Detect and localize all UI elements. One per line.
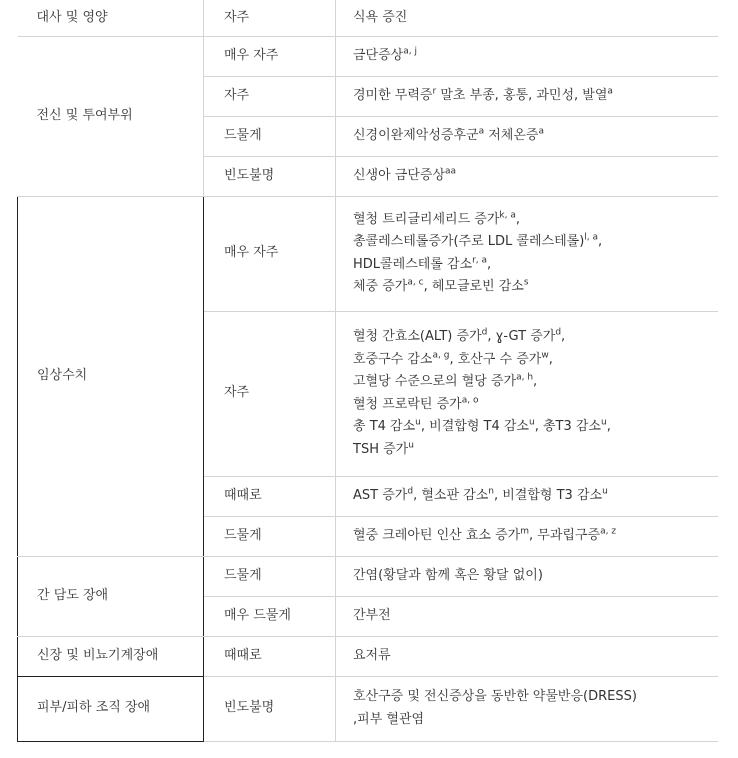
footnote-marker: a — [607, 86, 613, 97]
effect-text: 간염(황달과 함께 혹은 황달 없이) — [353, 567, 543, 583]
effect-line — [353, 276, 704, 299]
effect-text: 고혈당 수준으로의 혈당 증가 — [353, 374, 517, 389]
frequency-cell — [204, 36, 336, 76]
frequency-cell — [204, 196, 336, 311]
frequency-label: 드물게 — [224, 527, 262, 543]
footnote-marker: a, h — [516, 372, 534, 383]
effects-cell — [336, 116, 718, 156]
footnote-marker: u — [600, 417, 607, 428]
frequency-label: 드물게 — [224, 567, 262, 583]
effect-line — [353, 45, 704, 68]
table-row — [18, 196, 718, 311]
category-cell — [18, 676, 204, 741]
effect-line — [353, 326, 704, 349]
effect-line — [353, 209, 704, 232]
effect-text: 체중 증가 — [353, 279, 408, 294]
effect-line — [353, 349, 704, 372]
footnote-marker: d — [407, 486, 414, 497]
frequency-cell — [204, 476, 336, 516]
footnote-marker: a — [538, 126, 544, 137]
footnote-marker: a, g — [432, 350, 450, 361]
effect-line — [353, 605, 704, 628]
footnote-marker: m — [520, 526, 530, 537]
effect-text: 혈청 프로락틴 증가 — [353, 396, 462, 412]
frequency-cell — [204, 156, 336, 196]
adverse-reactions-table — [17, 0, 718, 742]
effect-text: , 호산구 수 증가 — [449, 351, 542, 367]
effect-text: , 비결합형 T3 감소 — [493, 487, 603, 503]
effect-text: ,피부 혈관염 — [353, 711, 425, 727]
effect-text: , 헤모글로빈 감소 — [423, 279, 524, 294]
effect-text: , ɣ-GT 증가 — [487, 329, 556, 344]
effects-cell — [336, 636, 718, 676]
footnote-marker: n — [488, 486, 494, 497]
effects-cell — [336, 76, 718, 116]
frequency-label: 매우 자주 — [224, 245, 279, 261]
footnote-marker: a, z — [600, 526, 617, 537]
effect-text: , — [515, 211, 520, 227]
effect-line — [353, 7, 704, 30]
effects-cell — [336, 36, 718, 76]
effects-cell — [336, 556, 718, 596]
frequency-cell — [204, 556, 336, 596]
effect-line — [353, 525, 704, 548]
effect-line — [353, 709, 704, 732]
frequency-label: 자주 — [224, 385, 250, 401]
footnote-marker: r — [432, 86, 437, 97]
effects-cell — [336, 196, 718, 311]
effects-cell — [336, 596, 718, 636]
effect-text: 혈청 트리글리세리드 증가 — [353, 211, 500, 227]
effect-text: , 혈소판 감소 — [413, 487, 489, 503]
frequency-cell — [204, 116, 336, 156]
effects-cell — [336, 516, 718, 556]
effect-text: , 무과립구증 — [529, 527, 601, 543]
effect-line — [353, 231, 704, 254]
effect-text: 총콜레스테롤증가(주로 LDL 콜레스테롤) — [353, 234, 585, 249]
category-cell — [18, 196, 204, 556]
footnote-marker: l, a — [584, 232, 599, 243]
effects-cell — [336, 476, 718, 516]
footnote-marker: a — [478, 126, 485, 137]
effects-cell — [336, 676, 718, 741]
frequency-label: 자주 — [224, 9, 250, 25]
effect-text: 요저류 — [353, 647, 391, 663]
effect-line — [353, 254, 704, 277]
effect-text: HDL콜레스테롤 감소 — [353, 256, 473, 272]
footnote-marker: a, j — [403, 46, 417, 57]
category-cell — [18, 36, 204, 196]
frequency-label: 빈도불명 — [224, 700, 275, 716]
effect-text: 경미한 무력증 — [353, 87, 433, 103]
footnote-marker: k, a — [499, 210, 516, 221]
effect-text: 저체온증 — [484, 127, 539, 143]
category-label: 간 담도 장애 — [37, 587, 109, 603]
table-row — [18, 0, 718, 36]
effect-line — [353, 394, 704, 417]
effect-text: , 총T3 감소 — [534, 419, 601, 434]
frequency-label: 때때로 — [224, 647, 262, 663]
effect-text: 호중구수 감소 — [353, 351, 433, 367]
effect-line — [353, 165, 704, 188]
effects-cell — [336, 311, 718, 476]
table-row — [18, 676, 718, 741]
category-cell — [18, 636, 204, 676]
frequency-cell — [204, 636, 336, 676]
category-label: 전신 및 투여부위 — [36, 107, 133, 123]
footnote-marker: u — [602, 486, 608, 497]
category-cell — [18, 556, 204, 636]
table-row — [18, 636, 718, 676]
effect-line — [353, 686, 704, 709]
frequency-cell — [204, 516, 336, 556]
frequency-cell — [204, 676, 336, 741]
footnote-marker: d — [481, 327, 488, 338]
footnote-marker: r, a — [472, 255, 488, 266]
effect-text: 신경이완제악성증후군 — [353, 127, 479, 143]
effect-text: 간부전 — [353, 607, 391, 623]
effect-text: , — [487, 256, 492, 272]
footnote-marker: a, c — [407, 277, 424, 288]
footnote-marker: w — [541, 350, 549, 361]
table-row — [18, 556, 718, 596]
footnote-marker: d — [555, 327, 562, 338]
category-label: 피부/피하 조직 장애 — [37, 700, 151, 716]
frequency-label: 때때로 — [224, 487, 262, 503]
effect-line — [353, 565, 704, 588]
effect-line — [353, 485, 704, 508]
effect-line — [353, 416, 704, 439]
effect-line — [353, 439, 704, 462]
effect-line — [353, 125, 704, 148]
effect-text: 혈중 크레아틴 인산 효소 증가 — [353, 527, 521, 543]
frequency-cell — [204, 311, 336, 476]
category-label: 대사 및 영양 — [36, 9, 108, 25]
footnote-marker: a, o — [461, 395, 479, 406]
effect-text: 총 T4 감소 — [353, 419, 416, 434]
table-row — [18, 36, 718, 76]
effect-text: 호산구증 및 전신증상을 동반한 약물반응(DRESS) — [353, 689, 637, 704]
effect-text: AST 증가 — [353, 487, 408, 503]
frequency-cell — [204, 76, 336, 116]
effect-text: 말초 부종, 홍통, 과민성, 발열 — [436, 87, 608, 103]
effect-line — [353, 371, 704, 394]
frequency-label: 빈도불명 — [224, 167, 275, 183]
footnote-marker: u — [415, 417, 421, 428]
frequency-label: 드물게 — [224, 127, 262, 143]
effect-text: 혈청 간효소(ALT) 증가 — [353, 329, 482, 344]
category-cell — [18, 0, 204, 36]
effect-text: , — [561, 329, 566, 344]
effect-text: , — [598, 234, 603, 249]
effects-cell — [336, 0, 718, 36]
effect-text: , — [533, 374, 538, 389]
footnote-marker: aa — [445, 166, 457, 177]
effect-text: , 비결합형 T4 감소 — [420, 419, 529, 434]
effect-text: , — [548, 351, 553, 367]
frequency-label: 매우 자주 — [224, 47, 279, 63]
footnote-marker: s — [523, 277, 529, 288]
effects-cell — [336, 156, 718, 196]
category-label: 신장 및 비뇨기계장애 — [37, 647, 159, 663]
frequency-label: 매우 드물게 — [224, 607, 291, 623]
effect-line — [353, 85, 704, 108]
frequency-label: 자주 — [224, 87, 250, 103]
category-label: 임상수치 — [37, 367, 88, 383]
effect-text: 금단증상 — [353, 47, 404, 63]
frequency-cell — [204, 0, 336, 36]
footnote-marker: u — [528, 417, 535, 428]
frequency-cell — [204, 596, 336, 636]
effect-text: 식욕 증진 — [353, 9, 408, 25]
effect-line — [353, 645, 704, 668]
effect-text: , — [606, 419, 611, 434]
footnote-marker: u — [408, 440, 414, 451]
effect-text: TSH 증가 — [353, 441, 409, 457]
effect-text: 신생아 금단증상 — [353, 167, 446, 183]
